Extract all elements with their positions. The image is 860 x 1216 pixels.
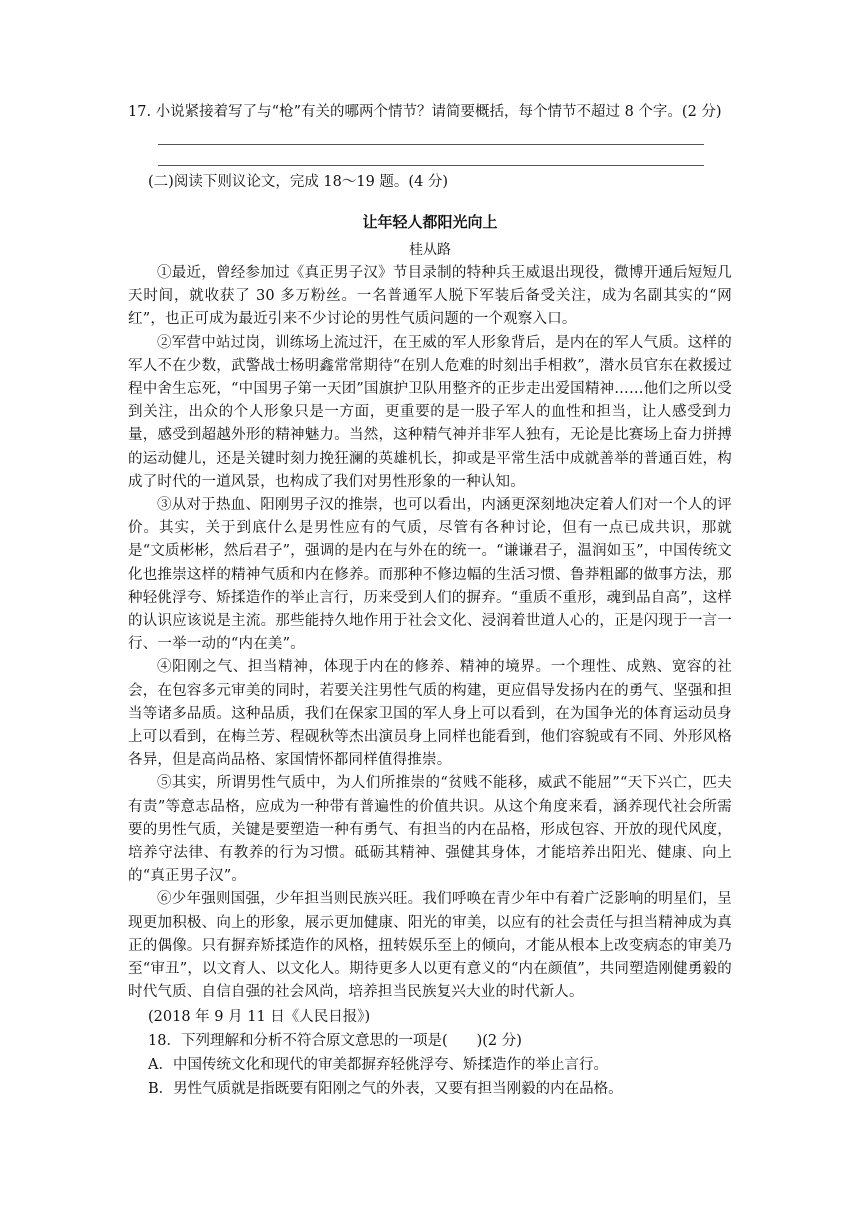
question-18-option-b[interactable]: B．男性气质就是指既要有阳刚之气的外表，又要有担当刚毅的内在品格。 (148, 1080, 623, 1097)
article-paragraph-1: ①最近，曾经参加过《真正男子汉》节目录制的特种兵王威退出现役，微博开通后短短几天时间，就收获了 30 多万粉丝。一名普通军人脱下军装后备受关注，成为名副其实的“网红”，也正可成为最近引来不少讨论的男性气质问题的一个观察入口。 (128, 265, 732, 328)
article-author: 桂从路 (409, 242, 451, 258)
article-title: 让年轻人都阳光向上 (362, 213, 498, 231)
answer-line[interactable] (158, 165, 704, 166)
answer-line[interactable] (158, 144, 704, 145)
article-paragraph-6: ⑥少年强则国强，少年担当则民族兴旺。我们呼唤在青少年中有着广泛影响的明星们，呈现更加积极、向上的形象，展示更加健康、阳光的审美，以应有的社会责任与担当精神成为真正的偶像。只有摒弃矫揉造作的风格，扭转娱乐至上的倾向，才能从根本上改变病态的审美乃至“审丑”，以文育人、以文化人。期待更多人以更有意义的“内在颜值”，共同塑造刚健勇毅的时代气质、自信自强的社会风尚，培养担当民族复兴大业的时代新人。 (128, 891, 732, 1001)
article-paragraph-4: ④阳刚之气、担当精神，体现于内在的修养、精神的境界。一个理性、成熟、宽容的社会，在包容多元审美的同时，若要关注男性气质的构建，更应倡导发扬内在的勇气、坚强和担当等诸多品质。这种品质，我们在保家卫国的军人身上可以看到，在为国争光的体育运动员身上可以看到，在梅兰芳、程砚秋等杰出演员身上同样也能看到，他们容貌或有不同、外形风格各异，但是高尚品格、家国情怀都同样值得推崇。 (128, 659, 732, 769)
exam-page (128, 100, 732, 1101)
article-source: (2018 年 9 月 11 日《人民日报》) (148, 1008, 371, 1025)
question-18-option-a[interactable]: A．中国传统文化和现代的审美都摒弃轻佻浮夸、矫揉造作的举止言行。 (148, 1056, 608, 1073)
article-paragraph-2: ②军营中站过岗，训练场上流过汗，在王威的军人形象背后，是内在的军人气质。这样的军人不在少数，武警战士杨明鑫常常期待“在别人危难的时刻出手相救”，潜水员官东在救援过程中舍生忘死，“中国男子第一天团”国旗护卫队用整齐的正步走出爱国精神……他们之所以受到关注，出众的个人形象只是一方面，更重要的是一股子军人的血性和担当，让人感受到力量，感受到超越外形的精神魅力。当然，这种精气神并非军人独有，无论是比赛场上奋力拼搏的运动健儿，还是关键时刻力挽狂澜的英雄机长，抑或是平常生活中成就善举的普通百姓，构成了时代的一道风景，也构成了我们对男性形象的一种认知。 (128, 334, 732, 490)
article-paragraph-3: ③从对于热血、阳刚男子汉的推崇，也可以看出，内涵更深刻地决定着人们对一个人的评价。其实，关于到底什么是男性应有的气质，尽管有各种讨论，但有一点已成共识，那就是“文质彬彬，然后君子”，强调的是内在与外在的统一。“谦谦君子，温润如玉”，中国传统文化也推崇这样的精神气质和内在修养。而那种不修边幅的生活习惯、鲁莽粗鄙的做事方法，那种轻佻浮夸、矫揉造作的举止言行，历来受到人们的摒弃。“重质不重形，魂到品自高”，这样的认识应该说是主流。那些能持久地作用于社会文化、浸润着世道人心的，正是闪现于一言一行、一举一动的“内在美”。 (128, 497, 732, 653)
question-18-stem: 18．下列理解和分析不符合原文意思的一项是( )(2 分) (148, 1032, 522, 1049)
article-paragraph-5: ⑤其实，所谓男性气质中，为人们所推崇的“贫贱不能移，威武不能屈”“天下兴亡，匹夫有责”等意志品格，应成为一种带有普遍性的价值共识。从这个角度来看，涵养现代社会所需要的男性气质，关键是要塑造一种有勇气、有担当的内在品格，形成包容、开放的现代风度，培养守法律、有教养的行为习惯。砥砺其精神、强健其身体，才能培养出阳光、健康、向上的“真正男子汉”。 (128, 775, 732, 885)
section-heading: (二)阅读下则议论文，完成 18～19 题。(4 分) (148, 174, 449, 190)
question-17: 17. 小说紧接着写了与“枪”有关的哪两个情节？请简要概括，每个情节不超过 8 个字。(2 分) (128, 104, 722, 120)
